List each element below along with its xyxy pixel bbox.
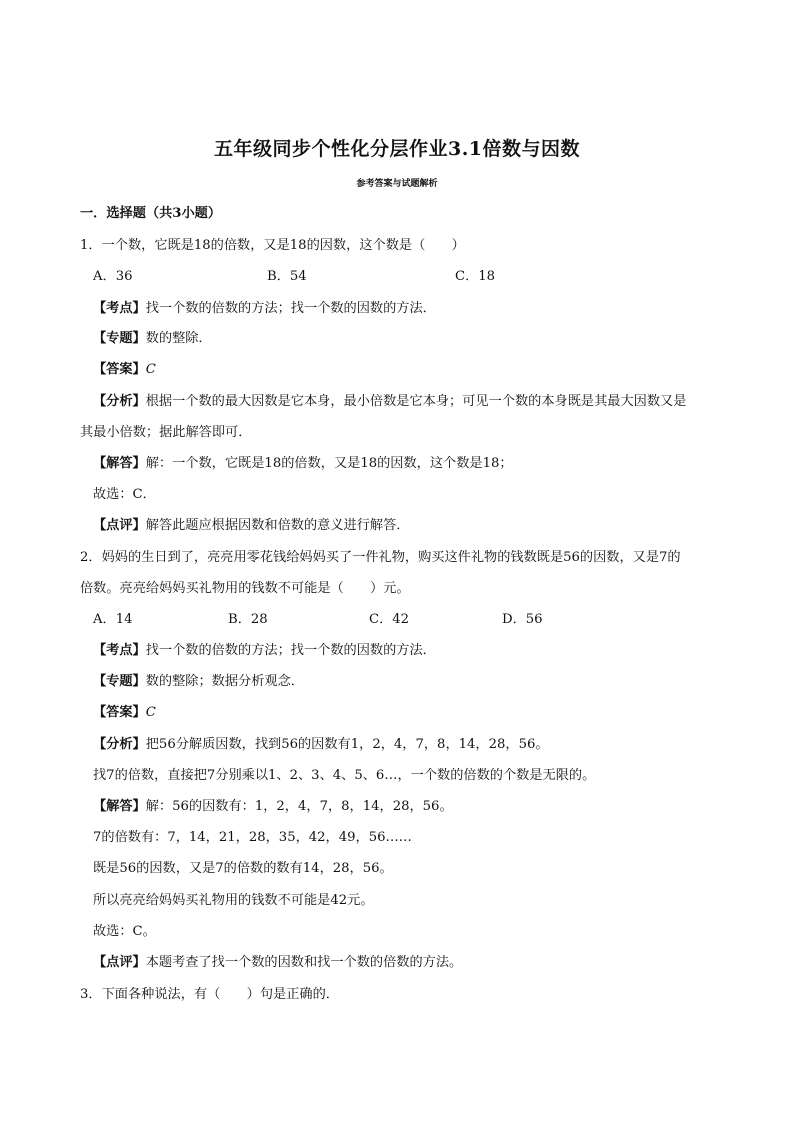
- q1-option-a: A．36: [93, 269, 133, 284]
- q1-dianping: [93, 517, 410, 535]
- q2-zhuanti: [93, 673, 304, 691]
- q1-option-c: C．18: [455, 269, 496, 284]
- jieda-tag: 【解答】: [93, 456, 146, 471]
- q2-jieda-2: 7的倍数有：7，14，21，28，35，42，49，56……: [93, 830, 412, 845]
- jieda-text: 解：56的因数有：1，2，4，7，8，14，28，56。: [145, 799, 453, 814]
- fenxi-tag: 【分析】: [93, 394, 146, 409]
- q2-option-b: B．28: [228, 612, 268, 627]
- q2-option-c: C．42: [369, 612, 410, 627]
- q2-jieda-4: 所以亮亮给妈妈买礼物用的钱数不可能是42元。: [93, 893, 374, 908]
- section-heading: 一．选择题（共3小题）: [80, 206, 222, 221]
- q2-jieda-3: 既是56的因数，又是7的倍数的数有14，28，56。: [93, 861, 393, 876]
- q1-kaodian: [93, 300, 436, 318]
- fenxi-tag: 【分析】: [93, 737, 146, 752]
- zhuanti-tag: 【专题】: [93, 331, 146, 346]
- q2-stem-2: 倍数。亮亮给妈妈买礼物用的钱数不可能是（ ）元。: [80, 581, 410, 596]
- dianping-tag: 【点评】: [93, 955, 146, 970]
- jieda-text: 解：一个数，它既是18的倍数，又是18的因数，这个数是18；: [145, 456, 513, 471]
- q1-daan: [93, 361, 156, 379]
- kaodian-tag: 【考点】: [93, 643, 146, 658]
- daan-tag: 【答案】: [93, 362, 146, 377]
- q2-fenxi-2: 找7的倍数，直接把7分别乘以1、2、3、4、5、6…，一个数的倍数的个数是无限的。: [93, 768, 596, 783]
- q2-daan: [93, 704, 156, 722]
- zhuanti-text: 数的整除．: [145, 331, 212, 346]
- q2-jieda-1: [93, 798, 453, 816]
- kaodian-text: 找一个数的倍数的方法；找一个数的因数的方法．: [145, 301, 436, 316]
- dianping-text: 本题考查了找一个数的因数和找一个数的倍数的方法。: [145, 955, 463, 970]
- fenxi-text: 把56分解质因数，找到56的因数有1，2，4，7，8，14，28，56。: [145, 737, 549, 752]
- q2-stem-1: 2．妈妈的生日到了，亮亮用零花钱给妈妈买了一件礼物，购买这件礼物的钱数既是56的因数，又是7的: [80, 550, 681, 565]
- zhuanti-tag: 【专题】: [93, 674, 146, 689]
- kaodian-tag: 【考点】: [93, 301, 146, 316]
- dianping-text: 解答此题应根据因数和倍数的意义进行解答．: [145, 518, 410, 533]
- document-title: 五年级同步个性化分层作业3.1倍数与因数: [213, 138, 581, 160]
- fenxi-text: 根据一个数的最大因数是它本身，最小倍数是它本身；可见一个数的本身既是其最大因数又是: [145, 394, 687, 409]
- dianping-tag: 【点评】: [93, 518, 146, 533]
- jieda-tag: 【解答】: [93, 799, 146, 814]
- q2-option-d: D．56: [502, 612, 543, 627]
- q2-dianping: [93, 954, 462, 972]
- q1-stem: 1．一个数，它既是18的倍数，又是18的因数，这个数是（ ）: [80, 238, 465, 253]
- daan-text: C: [145, 705, 156, 720]
- q1-zhuanti: [93, 330, 212, 348]
- q1-fenxi-1: [93, 393, 686, 411]
- q1-option-b: B．54: [267, 269, 307, 284]
- q3-stem: 3．下面各种说法，有（ ）句是正确的．: [80, 987, 339, 1002]
- q1-fenxi-2: 其最小倍数；据此解答即可．: [80, 425, 252, 440]
- q2-fenxi-1: [93, 736, 549, 754]
- document-subtitle: 参考答案与试题解析: [356, 179, 438, 189]
- kaodian-text: 找一个数的倍数的方法；找一个数的因数的方法．: [145, 643, 436, 658]
- q2-kaodian: [93, 642, 436, 660]
- q1-jieda: [93, 455, 513, 473]
- daan-text: C: [145, 362, 156, 377]
- q2-guxuan: 故选：C。: [93, 924, 156, 939]
- daan-tag: 【答案】: [93, 705, 146, 720]
- q1-guxuan: 故选：C．: [93, 487, 156, 502]
- zhuanti-text: 数的整除；数据分析观念．: [145, 674, 304, 689]
- q2-option-a: A．14: [93, 612, 133, 627]
